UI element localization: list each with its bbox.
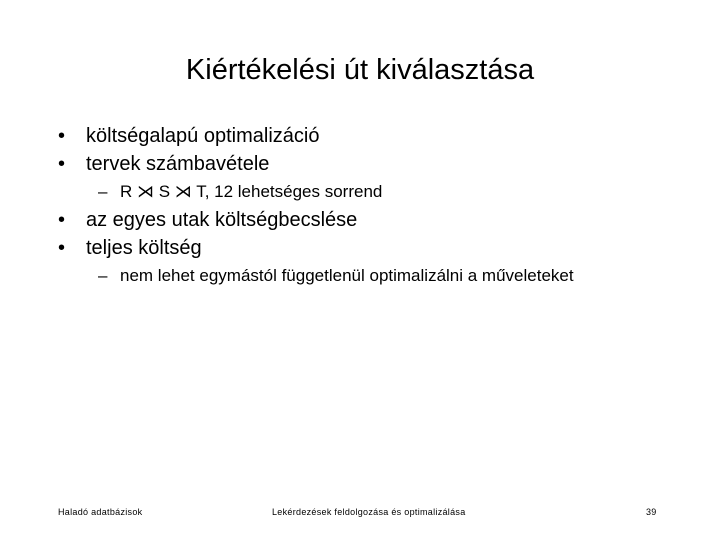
- bullet-marker: •: [58, 125, 66, 147]
- sub-bullet-text: nem lehet egymástól függetlenül optimalizálni a műveleteket: [120, 266, 574, 285]
- bullet-marker: •: [58, 237, 66, 259]
- footer-page-number: 39: [646, 507, 657, 517]
- bullet-marker: •: [58, 209, 66, 231]
- bullet-text: az egyes utak költségbecslése: [86, 209, 358, 231]
- footer-course-name: Haladó adatbázisok: [58, 507, 143, 517]
- bullet-marker: •: [58, 153, 66, 175]
- sub-bullet-text: R ⋊ S ⋊ T, 12 lehetséges sorrend: [120, 182, 383, 201]
- slide-title: Kiértékelési út kiválasztása: [185, 54, 535, 86]
- footer-lecture-title: Lekérdezések feldolgozása és optimalizálása: [272, 507, 466, 517]
- sub-bullet-marker: –: [98, 182, 108, 201]
- bullet-text: tervek számbavétele: [86, 153, 270, 175]
- bullet-text: költségalapú optimalizáció: [86, 125, 320, 147]
- sub-bullet-marker: –: [98, 266, 108, 285]
- bullet-text: teljes költség: [86, 237, 202, 259]
